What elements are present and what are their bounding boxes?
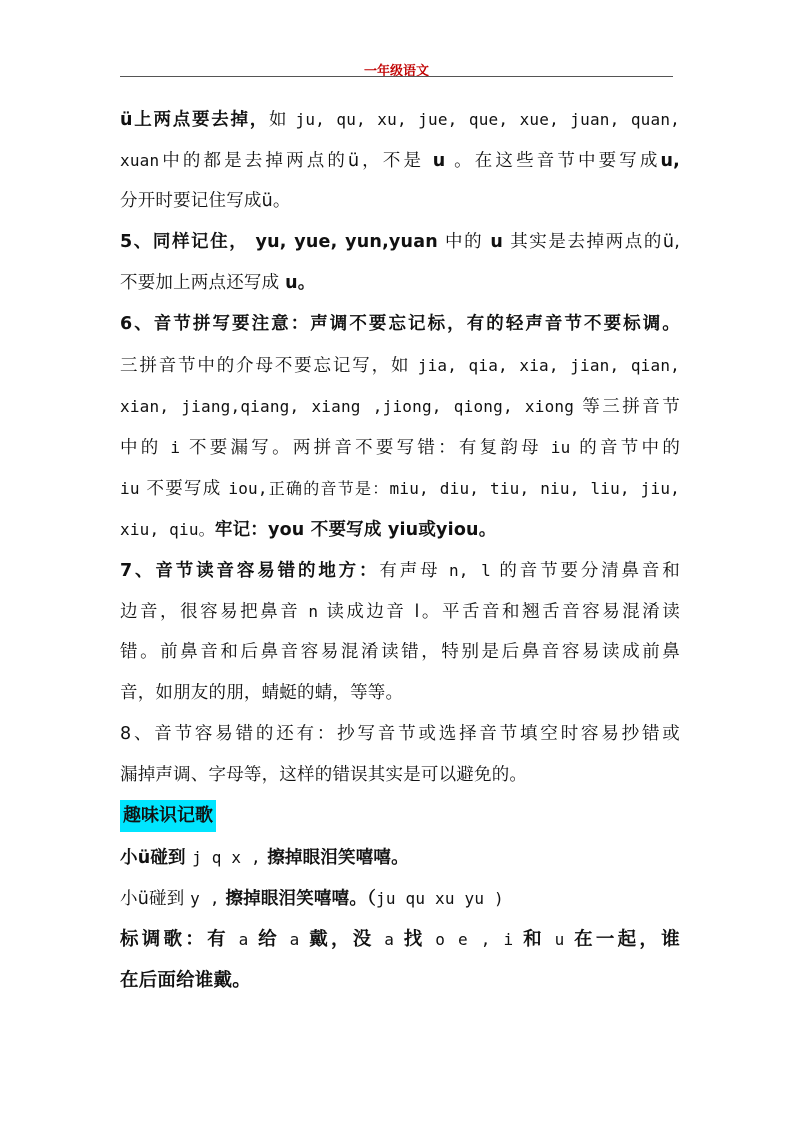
pinyin-fragment: iou,正确的音节是：miu, diu, tiu, niu, liu, jiu, — [228, 479, 680, 498]
pinyin-fragment: i — [170, 438, 181, 457]
section-title: 趣味识记歌 — [120, 800, 216, 832]
text-fragment: 擦掉眼泪笑嘻嘻。 — [267, 848, 409, 868]
pinyin-fragment: u — [554, 930, 565, 949]
text-line-2 — [120, 140, 680, 181]
text-fragment: 给 — [258, 929, 280, 950]
text-line-3 — [120, 181, 680, 222]
pinyin-fragment: a — [238, 930, 249, 949]
text-fragment: 如 — [268, 110, 289, 130]
pinyin-fragment: xiu, qiu。 — [120, 520, 215, 539]
text-fragment: 和 — [523, 929, 545, 950]
text-fragment: 5、同样记住， — [120, 232, 249, 252]
text-line-1 — [120, 99, 680, 140]
pinyin-fragment: iu — [120, 479, 140, 498]
text-line-17 — [120, 755, 680, 796]
pinyin-fragment: a — [384, 930, 395, 949]
rhyme-line-4 — [120, 960, 680, 1001]
text-line-5 — [120, 263, 680, 304]
text-fragment: ü上两点要去掉， — [120, 110, 269, 130]
text-line-6 — [120, 304, 680, 345]
text-fragment: 8、音节容易错的还有：抄写音节或选择音节填空时容易抄错或 — [120, 724, 680, 744]
pinyin-fragment: y , — [190, 889, 220, 908]
text-fragment: 不要漏写。两拼音不要写错：有复韵母 — [189, 438, 542, 458]
pinyin-fragment: ju qu xu yu ) — [376, 889, 504, 908]
text-fragment: 中的 — [120, 438, 162, 458]
pinyin-fragment: n, l — [448, 561, 491, 580]
pinyin-fragment: a — [289, 930, 300, 949]
text-fragment: 错。前鼻音和后鼻音容易混淆读错，特别是后鼻音容易读成前鼻 — [120, 642, 680, 662]
pinyin-fragment: xian, jiang,qiang, xiang ,jiong, qiong, xiong — [120, 397, 575, 416]
pinyin-fragment: n — [308, 602, 319, 621]
emphasis-fragment: 声调不要忘记标，有的轻声音节不要标调。 — [310, 314, 680, 334]
text-fragment: 等三拼音节 — [582, 397, 681, 417]
text-line-7 — [120, 345, 680, 386]
text-fragment: 6、音节拼写要注意： — [120, 314, 311, 334]
text-line-15 — [120, 673, 680, 714]
pinyin-fragment: u。 — [285, 273, 316, 293]
pinyin-fragment: xuan — [120, 151, 160, 170]
pinyin-fragment: j q x , — [192, 848, 261, 867]
rhyme-line-1 — [120, 837, 680, 878]
pinyin-fragment: ju, qu, xu, jue, que, xue, juan, quan, — [295, 110, 680, 129]
text-line-8 — [120, 386, 680, 427]
text-fragment: 。在这些音节中要写成 — [454, 151, 661, 171]
pinyin-fragment: yu, yue, yun,yuan — [255, 232, 438, 252]
text-fragment: 小ü碰到 — [120, 889, 185, 909]
text-fragment: 中的都是去掉两点的ü，不是 — [159, 151, 425, 171]
text-fragment: 其实是去掉两点的ü, — [510, 232, 680, 252]
pinyin-fragment: jia, qia, xia, jian, qian, — [417, 356, 681, 375]
text-fragment: 在后面给谁戴。 — [120, 970, 251, 991]
header-divider — [120, 76, 673, 77]
section-title-row — [120, 796, 680, 837]
text-line-9 — [120, 427, 680, 468]
text-fragment: 小ü碰到 — [120, 848, 186, 868]
text-fragment: 找 — [403, 929, 426, 950]
pinyin-fragment: u — [432, 151, 446, 171]
pinyin-fragment: u — [490, 232, 504, 252]
text-line-4 — [120, 222, 680, 263]
text-fragment: 不要加上两点还写成 — [120, 273, 280, 293]
pinyin-fragment: u, — [660, 151, 681, 171]
text-fragment: 边音，很容易把鼻音 — [120, 602, 301, 622]
pinyin-fragment: iu — [550, 438, 571, 457]
pinyin-fragment: o e , i — [435, 930, 514, 949]
text-line-11 — [120, 509, 680, 550]
text-fragment: 音，如朋友的朋，蜻蜓的蜻，等等。 — [120, 683, 404, 703]
text-fragment: 擦掉眼泪笑嘻嘻。（ — [225, 889, 376, 909]
text-fragment: 标调歌：有 — [120, 929, 229, 950]
text-fragment: 中的 — [445, 232, 484, 252]
text-fragment: 的音节要分清鼻音和 — [499, 561, 680, 581]
page-header-title: 一年级语文 — [363, 64, 429, 79]
text-fragment: 漏掉声调、字母等，这样的错误其实是可以避免的。 — [120, 765, 528, 785]
text-fragment: 有声母 — [379, 561, 441, 581]
text-line-10 — [120, 468, 680, 509]
text-fragment: 的音节中的 — [579, 438, 681, 458]
text-fragment: 三拼音节中的介母不要忘记写，如 — [120, 356, 411, 376]
text-fragment: 不要写成 — [146, 479, 222, 499]
text-fragment: 分开时要记住写成ü。 — [120, 191, 291, 211]
text-line-12 — [120, 550, 680, 591]
text-line-16 — [120, 714, 680, 755]
text-line-13 — [120, 591, 680, 632]
text-fragment: l。平舌音和翘舌音容易混淆读 — [414, 602, 680, 622]
text-fragment: 读成边音 — [326, 602, 407, 622]
rhyme-line-2 — [120, 878, 680, 919]
text-fragment: 7、音节读音容易错的地方： — [120, 561, 380, 581]
emphasis-fragment: 牢记：you 不要写成 yiu或yiou。 — [214, 520, 497, 540]
text-line-14 — [120, 632, 680, 673]
rhyme-line-3 — [120, 919, 680, 960]
text-fragment: 在一起，谁 — [574, 929, 680, 950]
document-body — [120, 99, 680, 1001]
text-fragment: 戴，没 — [309, 929, 375, 950]
